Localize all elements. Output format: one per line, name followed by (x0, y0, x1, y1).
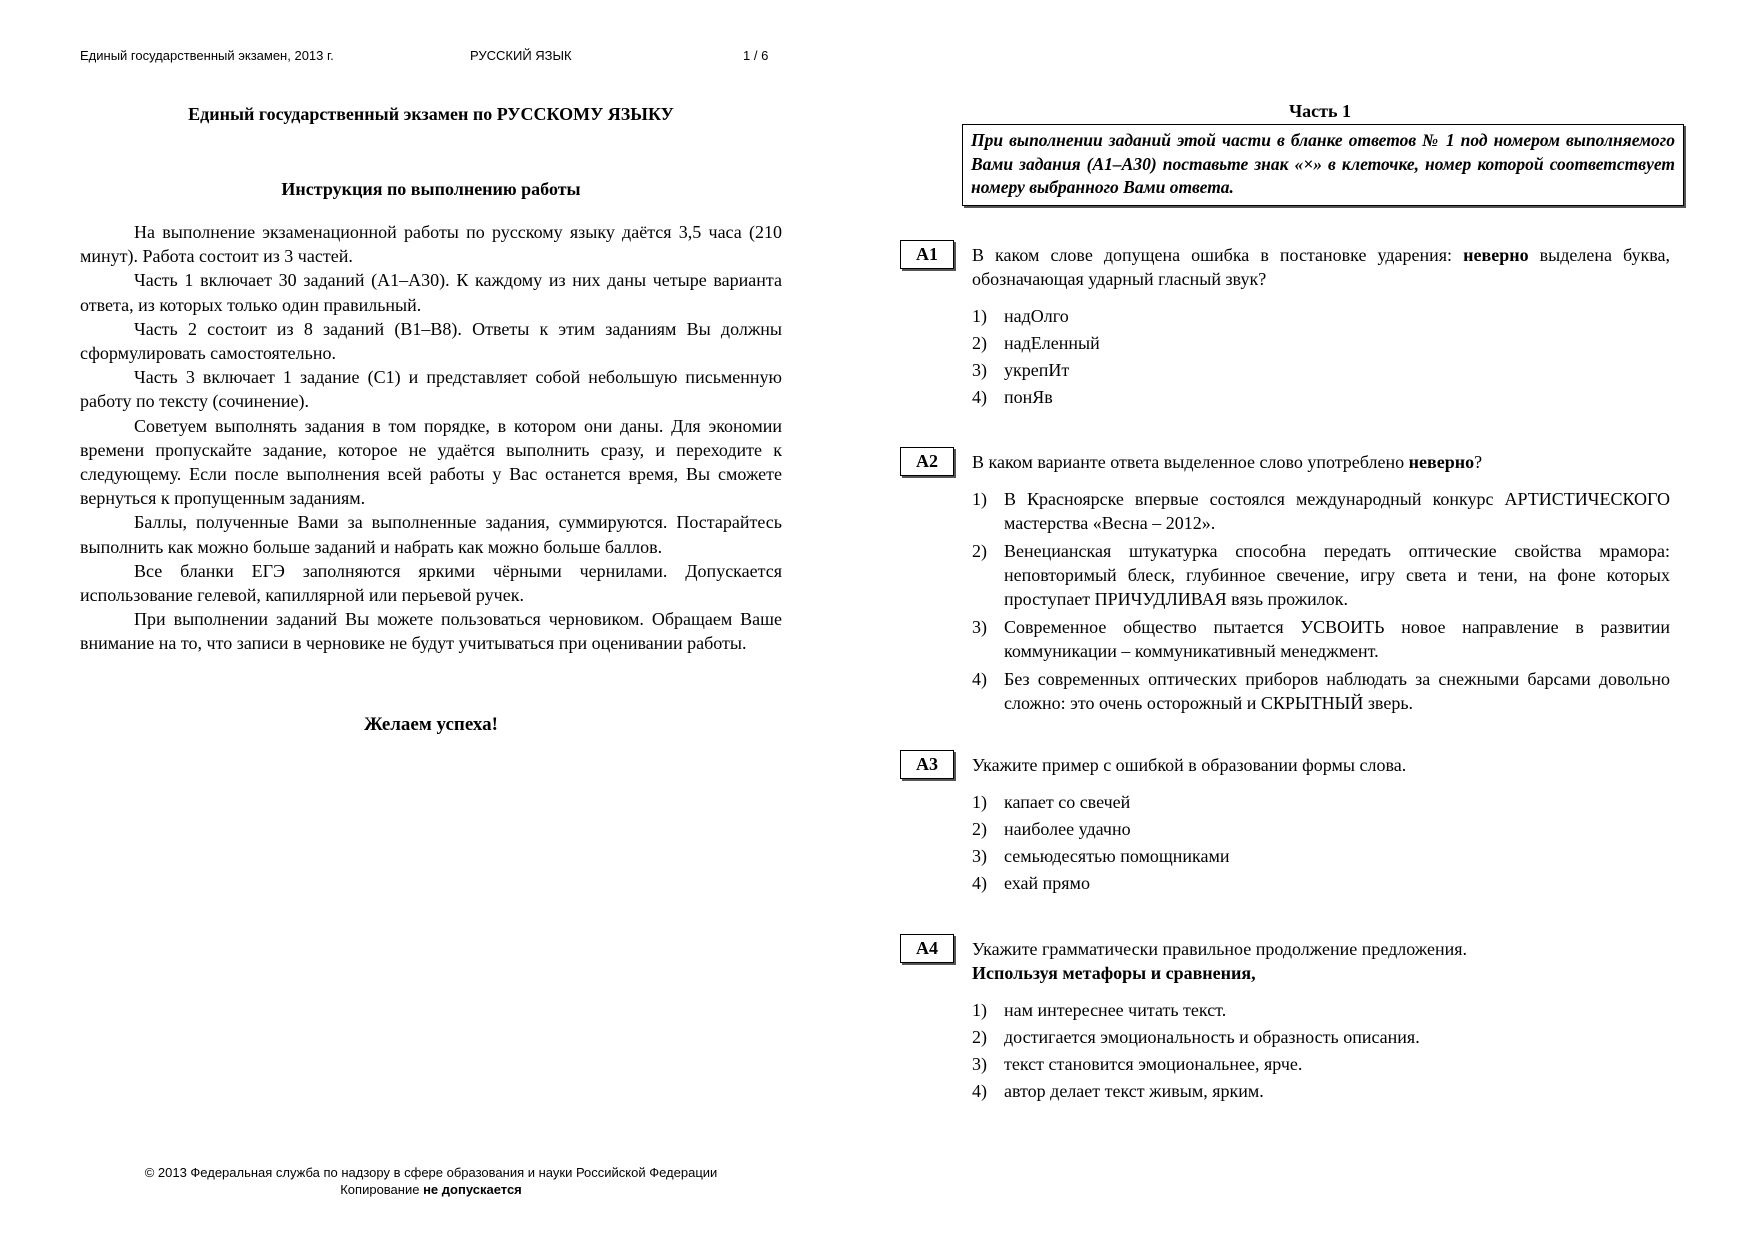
answer-option[interactable] (972, 615, 1670, 663)
instructions-body (80, 220, 782, 656)
instructions-paragraph: Все бланки ЕГЭ заполняются яркими чёрными чернилами. Допускается использование гелевой, капиллярной или перьевой ручек. (80, 560, 782, 606)
question-text: В каком варианте ответа выделенное слово употреблено (972, 452, 1409, 472)
task-a2 (900, 447, 1670, 719)
option-text: надЕленный (1004, 333, 1100, 353)
answer-option[interactable] (972, 358, 1670, 382)
answer-option[interactable] (972, 539, 1670, 611)
option-text: ехай прямо (1004, 873, 1090, 893)
answer-option[interactable] (972, 844, 1670, 868)
question-text: В каком слове допущена ошибка в постановке ударения: (972, 245, 1464, 265)
task-label: А1 (900, 240, 954, 269)
answer-option[interactable] (972, 331, 1670, 355)
option-text: понЯв (1004, 387, 1053, 407)
task-a4 (900, 934, 1670, 1106)
answer-option[interactable] (972, 1079, 1670, 1103)
task-label: А4 (900, 934, 954, 963)
task-a1 (900, 240, 1670, 412)
answer-option[interactable] (972, 817, 1670, 841)
option-number: 4) (972, 1081, 987, 1101)
option-number: 2) (972, 819, 987, 839)
part-title: Часть 1 (1288, 101, 1352, 121)
option-text: капает со свечей (1004, 792, 1131, 812)
option-number: 4) (972, 387, 987, 407)
option-number: 1) (972, 1000, 987, 1020)
option-text: достигается эмоциональность и образность описания. (1004, 1027, 1420, 1047)
option-number: 1) (972, 306, 987, 326)
option-text: автор делает текст живым, ярким. (1004, 1081, 1264, 1101)
question-emphasis: неверно (1463, 245, 1529, 265)
answer-options (972, 998, 1670, 1103)
option-text: укрепИт (1004, 360, 1070, 380)
option-text: Современное общество пытается УСВОИТЬ новое направление в развитии коммуникации – коммуникативный менеджмент. (1004, 617, 1670, 661)
question-emphasis: Используя метафоры и сравнения, (972, 963, 1256, 983)
answer-option[interactable] (972, 1025, 1670, 1049)
copyright-footer (80, 1164, 782, 1198)
answer-options (972, 487, 1670, 715)
header-subject: РУССКИЙ ЯЗЫК (470, 48, 572, 63)
question-text: выделена буква, обозначающая ударный гласный звук? (972, 245, 1670, 289)
answer-options (972, 790, 1670, 895)
instructions-column (80, 104, 782, 736)
task-question (972, 934, 1670, 985)
option-number: 3) (972, 1054, 987, 1074)
part-instructions-box: При выполнении заданий этой части в бланке ответов № 1 под номером выполняемого Вами задания (А1–А30) поставьте знак «×» в клеточке, номер которой соответствует номеру выбранного Вами ответа. (962, 124, 1684, 206)
copy-notice-prefix: Копирование (340, 1182, 424, 1197)
option-text: В Красноярске впервые состоялся международный конкурс АРТИСТИЧЕСКОГО мастерства «Весна – 2012». (1004, 489, 1670, 533)
answer-option[interactable] (972, 871, 1670, 895)
answer-option[interactable] (972, 487, 1670, 535)
task-question (972, 750, 1670, 777)
option-number: 2) (972, 1027, 987, 1047)
instructions-paragraph: Часть 2 состоит из 8 заданий (В1–В8). Ответы к этим заданиям Вы должны сформулировать самостоятельно. (80, 318, 782, 364)
question-text: Укажите грамматически правильное продолжение предложения. (972, 939, 1468, 959)
option-number: 3) (972, 617, 987, 637)
instructions-title: Инструкция по выполнению работы (281, 179, 581, 199)
instructions-paragraph: Часть 3 включает 1 задание (С1) и представляет собой небольшую письменную работу по тексту (сочинение). (80, 367, 782, 412)
instructions-paragraph: На выполнение экзаменационной работы по русскому языку даётся 3,5 часа (210 минут). Работа состоит из 3 частей. (80, 222, 782, 267)
option-text: надОлго (1004, 306, 1069, 326)
instructions-paragraph: Баллы, полученные Вами за выполненные задания, суммируются. Постарайтесь выполнить как можно больше заданий и набрать как можно больше баллов. (80, 512, 782, 557)
option-number: 2) (972, 541, 987, 561)
option-number: 1) (972, 792, 987, 812)
task-question (972, 447, 1670, 474)
option-number: 3) (972, 846, 987, 866)
task-question (972, 240, 1670, 291)
answer-option[interactable] (972, 667, 1670, 715)
document-title: Единый государственный экзамен по РУССКОМУ ЯЗЫКУ (188, 104, 674, 124)
good-luck-wish: Желаем успеха! (364, 713, 498, 735)
option-text: наиболее удачно (1004, 819, 1131, 839)
option-text: Без современных оптических приборов наблюдать за снежными барсами довольно сложно: это очень осторожный и СКРЫТНЫЙ зверь. (1004, 669, 1670, 713)
instructions-paragraph: Советуем выполнять задания в том порядке, в котором они даны. Для экономии времени пропускайте задание, которое не удаётся выполнить сразу, и переходите к следующему. Если после выполнения всей работы у Вас останется время, Вы сможете вернуться к пропущенным заданиям. (80, 415, 782, 509)
option-number: 3) (972, 360, 987, 380)
header-page-number: 1 / 6 (743, 48, 769, 63)
option-text: текст становится эмоциональнее, ярче. (1004, 1054, 1303, 1074)
option-number: 2) (972, 333, 987, 353)
option-number: 4) (972, 873, 987, 893)
question-text: Укажите пример с ошибкой в образовании формы слова. (972, 755, 1407, 775)
answer-option[interactable] (972, 385, 1670, 409)
header-exam-year: Единый государственный экзамен, 2013 г. (80, 48, 334, 63)
copyright-line: © 2013 Федеральная служба по надзору в сфере образования и науки Российской Федерации (144, 1165, 718, 1180)
answer-option[interactable] (972, 998, 1670, 1022)
answer-option[interactable] (972, 790, 1670, 814)
task-label: А3 (900, 750, 954, 779)
answer-options (972, 304, 1670, 409)
page-header (80, 48, 780, 66)
answer-option[interactable] (972, 304, 1670, 328)
task-label: А2 (900, 447, 954, 476)
option-text: Венецианская штукатурка способна передать оптические свойства мрамора: неповторимый блеск, глубинное свечение, игру света и тени, на фоне которых проступает ПРИЧУДЛИВАЯ вязь прожилок. (1004, 541, 1670, 609)
task-a3 (900, 750, 1670, 898)
option-number: 1) (972, 489, 987, 509)
question-text: ? (1474, 452, 1483, 472)
instructions-paragraph: Часть 1 включает 30 заданий (А1–А30). К каждому из них даны четыре варианта ответа, из которых только один правильный. (80, 270, 782, 315)
option-number: 4) (972, 669, 987, 689)
copy-notice (80, 1181, 782, 1198)
instructions-paragraph: При выполнении заданий Вы можете пользоваться черновиком. Обращаем Ваше внимание на то, что записи в черновике не будут учитываться при оценивании работы. (80, 609, 782, 654)
option-text: семьюдесятью помощниками (1004, 846, 1230, 866)
question-emphasis: неверно (1408, 452, 1475, 472)
copy-notice-bold: не допускается (423, 1182, 522, 1197)
answer-option[interactable] (972, 1052, 1670, 1076)
option-text: нам интереснее читать текст. (1004, 1000, 1227, 1020)
